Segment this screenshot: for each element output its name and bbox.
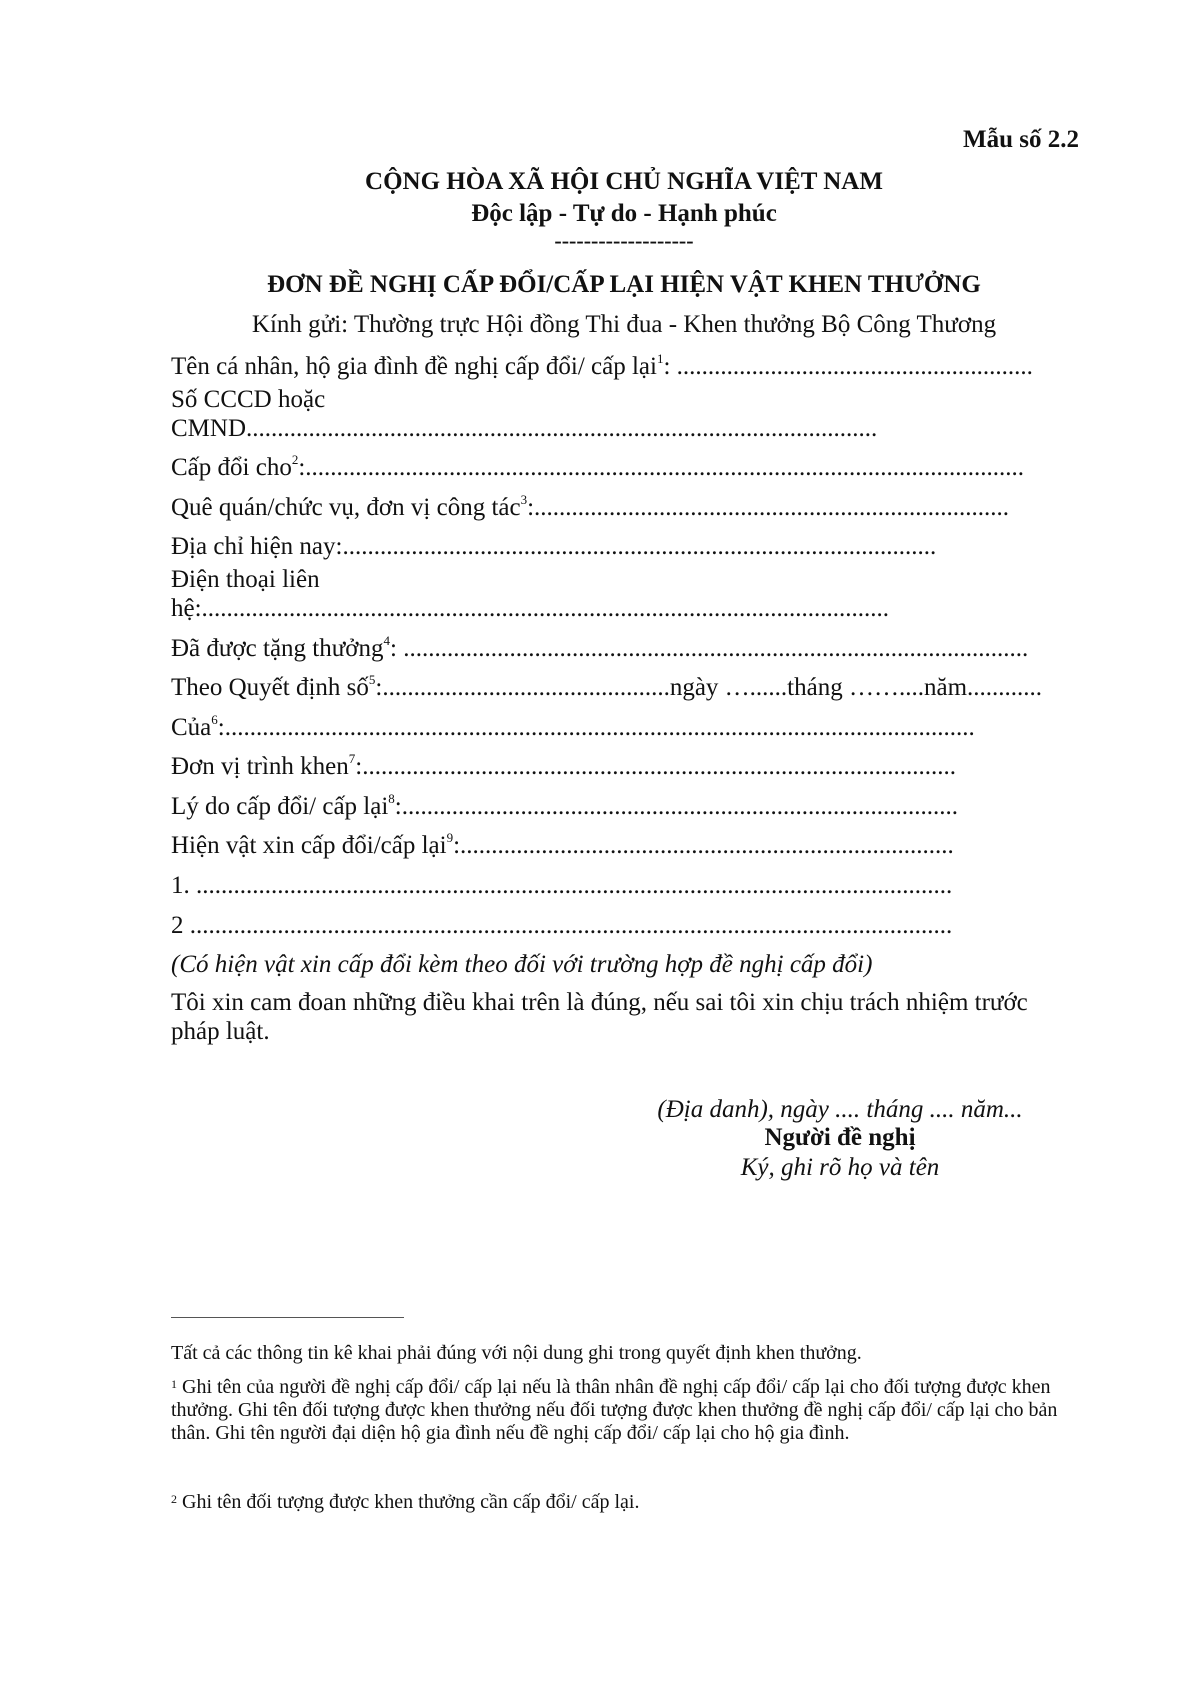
form-code: Mẫu số 2.2	[963, 126, 1079, 153]
field-reason	[171, 793, 958, 821]
field-issue-for-fill: :...................................................................................................................	[298, 454, 1025, 481]
footnote-ref-3: 3	[520, 494, 528, 507]
footnote-1-mark: 1	[171, 1377, 177, 1391]
field-items	[171, 832, 954, 860]
field-decision-label: Theo Quyết định số	[171, 674, 369, 701]
national-motto: Độc lập - Tự do - Hạnh phúc	[471, 200, 777, 227]
item-line-1: 1. .........................................................................................................................	[171, 872, 953, 899]
field-name-label: Tên cá nhân, hộ gia đình đề nghị cấp đổi/ cấp lại	[171, 353, 657, 380]
field-items-label: Hiện vật xin cấp đổi/cấp lại	[171, 832, 447, 859]
signature-instruction: Ký, ghi rõ họ và tên	[740, 1154, 940, 1181]
field-issue-for-label: Cấp đổi cho	[171, 454, 292, 481]
signature-place-date: (Địa danh), ngày .... tháng .... năm...	[657, 1096, 1023, 1123]
header-rule: -------------------	[554, 228, 694, 253]
field-reason-fill: :.........................................................................................	[394, 793, 958, 820]
footnote-ref-6: 6	[211, 714, 218, 727]
field-issue-for	[171, 454, 1024, 482]
field-proposer-fill: :...............................................................................................	[355, 753, 956, 780]
field-proposer-label: Đơn vị trình khen	[171, 753, 349, 780]
footnote-2-mark: 2	[171, 1492, 177, 1506]
footnote-ref-8: 8	[388, 793, 395, 806]
field-reason-label: Lý do cấp đổi/ cấp lại	[171, 793, 389, 820]
footnote-ref-9: 9	[446, 832, 454, 845]
footnote-1-text: Ghi tên của người đề nghị cấp đổi/ cấp lại nếu là thân nhân đề nghị cấp đổi/ cấp lại cho đối tượng được khen thưởng. Ghi tên đối tượng được khen thưởng nếu đối tượng được khen thưởng đề nghị cấp đổi/ cấp lại cho bản thân. Ghi tên người đại diện hộ gia đình nếu đề nghị cấp đổi/ cấp lại cho hộ gia đình.	[171, 1376, 1058, 1444]
national-title: CỘNG HÒA XÃ HỘI CHỦ NGHĨA VIỆT NAM	[365, 168, 883, 195]
field-address	[171, 533, 936, 561]
footnote-ref-5: 5	[368, 674, 376, 687]
footnote-2	[171, 1491, 1076, 1514]
pledge-statement: Tôi xin cam đoan những điều khai trên là đúng, nếu sai tôi xin chịu trách nhiệm trước pháp luật.	[171, 989, 1028, 1045]
field-proposer	[171, 753, 956, 781]
field-id-label-line1: Số CCCD hoặc	[171, 386, 326, 413]
field-id-label-line2: CMND.....................................................................................................	[171, 415, 878, 442]
footnote-separator	[171, 1317, 404, 1318]
field-address-label: Địa chỉ hiện nay:...............................................................................................	[171, 533, 937, 560]
field-decision	[171, 674, 1042, 702]
field-issuer	[171, 714, 975, 742]
field-items-fill: :...............................................................................	[453, 832, 954, 859]
field-name	[171, 353, 1033, 381]
footnote-ref-7: 7	[348, 753, 356, 766]
footnote-intro: Tất cả các thông tin kê khai phải đúng với nội dung ghi trong quyết định khen thưởng.	[171, 1342, 862, 1364]
field-awarded	[171, 635, 1028, 663]
field-name-fill: : .........................................................	[663, 353, 1033, 380]
field-awarded-fill: : ....................................................................................................	[390, 635, 1029, 662]
field-hometown-fill: :............................................................................	[527, 494, 1010, 521]
signature-role: Người đề nghị	[764, 1124, 916, 1151]
item-line-2: 2 ..........................................................................................................................	[171, 912, 953, 939]
footnote-ref-2: 2	[291, 454, 299, 467]
recipient-line: Kính gửi: Thường trực Hội đồng Thi đua - Khen thưởng Bộ Công Thương	[251, 311, 997, 338]
field-decision-fill: :..............................................ngày …......tháng ……....năm............	[375, 674, 1043, 701]
field-phone-label-line1: Điện thoại liên	[171, 566, 320, 593]
field-issuer-label: Của	[171, 714, 212, 741]
document-title: ĐƠN ĐỀ NGHỊ CẤP ĐỔI/CẤP LẠI HIỆN VẬT KHEN THƯỞNG	[267, 271, 981, 298]
field-awarded-label: Đã được tặng thưởng	[171, 635, 384, 662]
field-phone-label-line2: hệ:..............................................................................................................	[171, 595, 890, 622]
field-id-number	[171, 385, 877, 443]
footnote-2-text: Ghi tên đối tượng được khen thưởng cần cấp đổi/ cấp lại.	[177, 1491, 640, 1513]
field-hometown	[171, 494, 1009, 522]
field-hometown-label: Quê quán/chức vụ, đơn vị công tác	[171, 494, 521, 521]
attachment-note: (Có hiện vật xin cấp đổi kèm theo đối với trường hợp đề nghị cấp đổi)	[171, 951, 873, 978]
footnote-ref-4: 4	[383, 635, 391, 648]
footnote-ref-1: 1	[656, 353, 664, 366]
field-issuer-fill: :........................................................................................................................	[217, 714, 975, 741]
field-phone	[171, 565, 889, 623]
footnote-1	[171, 1376, 1076, 1445]
